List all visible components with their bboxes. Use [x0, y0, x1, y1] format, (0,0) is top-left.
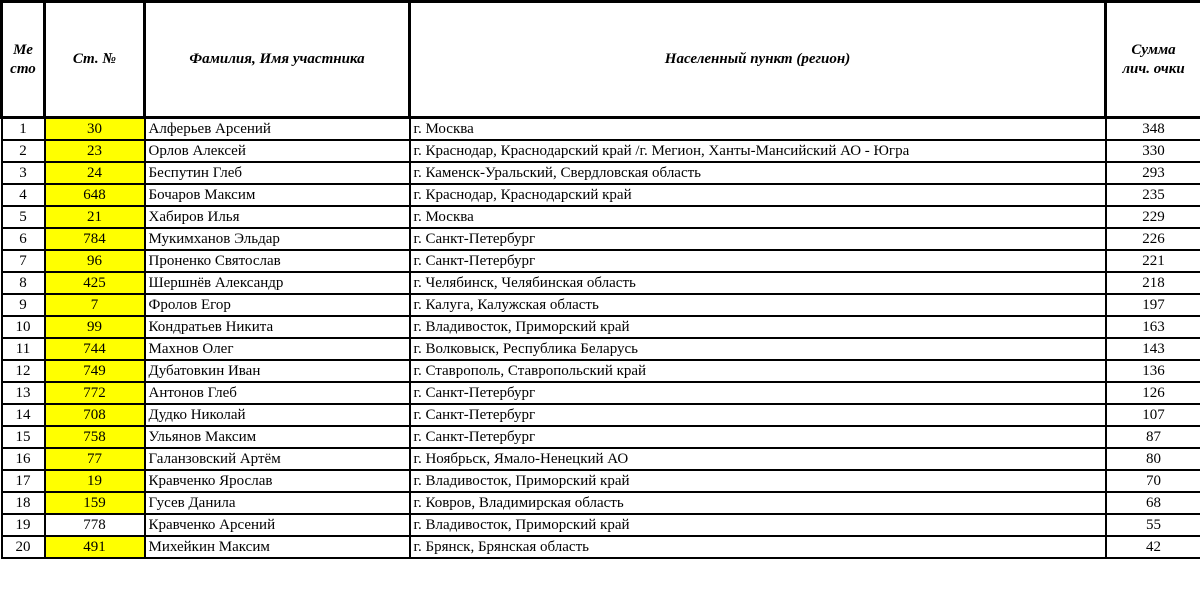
header-row	[2, 2, 1200, 118]
cell-participant-name: Мукимханов Эльдар	[145, 228, 410, 250]
cell-place: 15	[2, 426, 45, 448]
cell-total-points: 143	[1106, 338, 1200, 360]
cell-place: 20	[2, 536, 45, 558]
cell-total-points: 348	[1106, 118, 1200, 141]
cell-locality-region: г. Волковыск, Республика Беларусь	[410, 338, 1106, 360]
cell-total-points: 221	[1106, 250, 1200, 272]
table-row	[2, 448, 1200, 470]
cell-start-number: 425	[45, 272, 145, 294]
cell-locality-region: г. Москва	[410, 118, 1106, 141]
table-row	[2, 140, 1200, 162]
cell-total-points: 87	[1106, 426, 1200, 448]
cell-start-number: 758	[45, 426, 145, 448]
cell-place: 3	[2, 162, 45, 184]
cell-locality-region: г. Санкт-Петербург	[410, 228, 1106, 250]
table-row	[2, 228, 1200, 250]
table-row	[2, 184, 1200, 206]
cell-start-number: 159	[45, 492, 145, 514]
column-header-locality-region: Населенный пункт (регион)	[410, 2, 1106, 118]
cell-participant-name: Беспутин Глеб	[145, 162, 410, 184]
cell-participant-name: Фролов Егор	[145, 294, 410, 316]
cell-start-number: 23	[45, 140, 145, 162]
cell-participant-name: Дубатовкин Иван	[145, 360, 410, 382]
table-row	[2, 294, 1200, 316]
table-row	[2, 316, 1200, 338]
cell-participant-name: Кравченко Арсений	[145, 514, 410, 536]
cell-locality-region: г. Челябинск, Челябинская область	[410, 272, 1106, 294]
cell-participant-name: Антонов Глеб	[145, 382, 410, 404]
column-header-total-points-line2: лич. очки	[1122, 60, 1185, 77]
table-row	[2, 470, 1200, 492]
cell-total-points: 163	[1106, 316, 1200, 338]
cell-locality-region: г. Санкт-Петербург	[410, 250, 1106, 272]
cell-place: 5	[2, 206, 45, 228]
cell-place: 16	[2, 448, 45, 470]
cell-place: 17	[2, 470, 45, 492]
cell-start-number: 7	[45, 294, 145, 316]
cell-place: 14	[2, 404, 45, 426]
cell-total-points: 330	[1106, 140, 1200, 162]
cell-total-points: 70	[1106, 470, 1200, 492]
column-header-place	[2, 2, 45, 118]
cell-locality-region: г. Ставрополь, Ставропольский край	[410, 360, 1106, 382]
cell-total-points: 226	[1106, 228, 1200, 250]
cell-total-points: 55	[1106, 514, 1200, 536]
cell-place: 1	[2, 118, 45, 141]
table-row	[2, 162, 1200, 184]
column-header-place-line2: сто	[10, 60, 36, 77]
cell-start-number: 648	[45, 184, 145, 206]
cell-place: 13	[2, 382, 45, 404]
table-row	[2, 360, 1200, 382]
cell-total-points: 68	[1106, 492, 1200, 514]
table-row	[2, 492, 1200, 514]
cell-locality-region: г. Владивосток, Приморский край	[410, 316, 1106, 338]
cell-participant-name: Орлов Алексей	[145, 140, 410, 162]
table-row	[2, 272, 1200, 294]
cell-locality-region: г. Калуга, Калужская область	[410, 294, 1106, 316]
cell-participant-name: Галанзовский Артём	[145, 448, 410, 470]
cell-start-number: 19	[45, 470, 145, 492]
cell-place: 10	[2, 316, 45, 338]
cell-participant-name: Кондратьев Никита	[145, 316, 410, 338]
cell-place: 11	[2, 338, 45, 360]
cell-start-number: 778	[45, 514, 145, 536]
column-header-start-number: Ст. №	[45, 2, 145, 118]
cell-place: 2	[2, 140, 45, 162]
cell-locality-region: г. Владивосток, Приморский край	[410, 470, 1106, 492]
cell-place: 18	[2, 492, 45, 514]
cell-start-number: 96	[45, 250, 145, 272]
cell-start-number: 491	[45, 536, 145, 558]
cell-place: 9	[2, 294, 45, 316]
cell-participant-name: Гусев Данила	[145, 492, 410, 514]
table-body	[2, 118, 1200, 559]
cell-start-number: 21	[45, 206, 145, 228]
table-row	[2, 404, 1200, 426]
cell-participant-name: Шершнёв Александр	[145, 272, 410, 294]
cell-place: 12	[2, 360, 45, 382]
cell-locality-region: г. Санкт-Петербург	[410, 426, 1106, 448]
cell-participant-name: Ульянов Максим	[145, 426, 410, 448]
cell-total-points: 235	[1106, 184, 1200, 206]
cell-total-points: 42	[1106, 536, 1200, 558]
cell-participant-name: Хабиров Илья	[145, 206, 410, 228]
cell-start-number: 784	[45, 228, 145, 250]
cell-start-number: 77	[45, 448, 145, 470]
cell-total-points: 126	[1106, 382, 1200, 404]
cell-place: 19	[2, 514, 45, 536]
cell-total-points: 218	[1106, 272, 1200, 294]
cell-participant-name: Михейкин Максим	[145, 536, 410, 558]
table-row	[2, 118, 1200, 141]
cell-participant-name: Махнов Олег	[145, 338, 410, 360]
cell-locality-region: г. Каменск-Уральский, Свердловская область	[410, 162, 1106, 184]
column-header-place-line1: Ме	[13, 41, 33, 58]
cell-start-number: 99	[45, 316, 145, 338]
cell-place: 6	[2, 228, 45, 250]
cell-start-number: 24	[45, 162, 145, 184]
table-row	[2, 250, 1200, 272]
cell-total-points: 197	[1106, 294, 1200, 316]
cell-locality-region: г. Ковров, Владимирская область	[410, 492, 1106, 514]
cell-place: 4	[2, 184, 45, 206]
table-row	[2, 426, 1200, 448]
cell-start-number: 708	[45, 404, 145, 426]
cell-locality-region: г. Владивосток, Приморский край	[410, 514, 1106, 536]
cell-participant-name: Кравченко Ярослав	[145, 470, 410, 492]
cell-total-points: 293	[1106, 162, 1200, 184]
cell-participant-name: Проненко Святослав	[145, 250, 410, 272]
table-row	[2, 382, 1200, 404]
cell-locality-region: г. Ноябрьск, Ямало-Ненецкий АО	[410, 448, 1106, 470]
table-row	[2, 206, 1200, 228]
cell-total-points: 229	[1106, 206, 1200, 228]
table-header	[2, 2, 1200, 118]
cell-place: 7	[2, 250, 45, 272]
table-row	[2, 514, 1200, 536]
cell-start-number: 30	[45, 118, 145, 141]
table-row	[2, 536, 1200, 558]
column-header-total-points-line1: Сумма	[1131, 41, 1176, 58]
cell-locality-region: г. Москва	[410, 206, 1106, 228]
cell-total-points: 80	[1106, 448, 1200, 470]
column-header-participant-name: Фамилия, Имя участника	[145, 2, 410, 118]
cell-total-points: 136	[1106, 360, 1200, 382]
column-header-total-points	[1106, 2, 1200, 118]
cell-start-number: 749	[45, 360, 145, 382]
cell-participant-name: Бочаров Максим	[145, 184, 410, 206]
cell-locality-region: г. Санкт-Петербург	[410, 404, 1106, 426]
cell-participant-name: Дудко Николай	[145, 404, 410, 426]
cell-place: 8	[2, 272, 45, 294]
cell-participant-name: Алферьев Арсений	[145, 118, 410, 141]
cell-locality-region: г. Брянск, Брянская область	[410, 536, 1106, 558]
cell-total-points: 107	[1106, 404, 1200, 426]
cell-start-number: 772	[45, 382, 145, 404]
cell-start-number: 744	[45, 338, 145, 360]
cell-locality-region: г. Краснодар, Краснодарский край /г. Мегион, Ханты-Мансийский АО - Югра	[410, 140, 1106, 162]
cell-locality-region: г. Краснодар, Краснодарский край	[410, 184, 1106, 206]
table-row	[2, 338, 1200, 360]
cell-locality-region: г. Санкт-Петербург	[410, 382, 1106, 404]
